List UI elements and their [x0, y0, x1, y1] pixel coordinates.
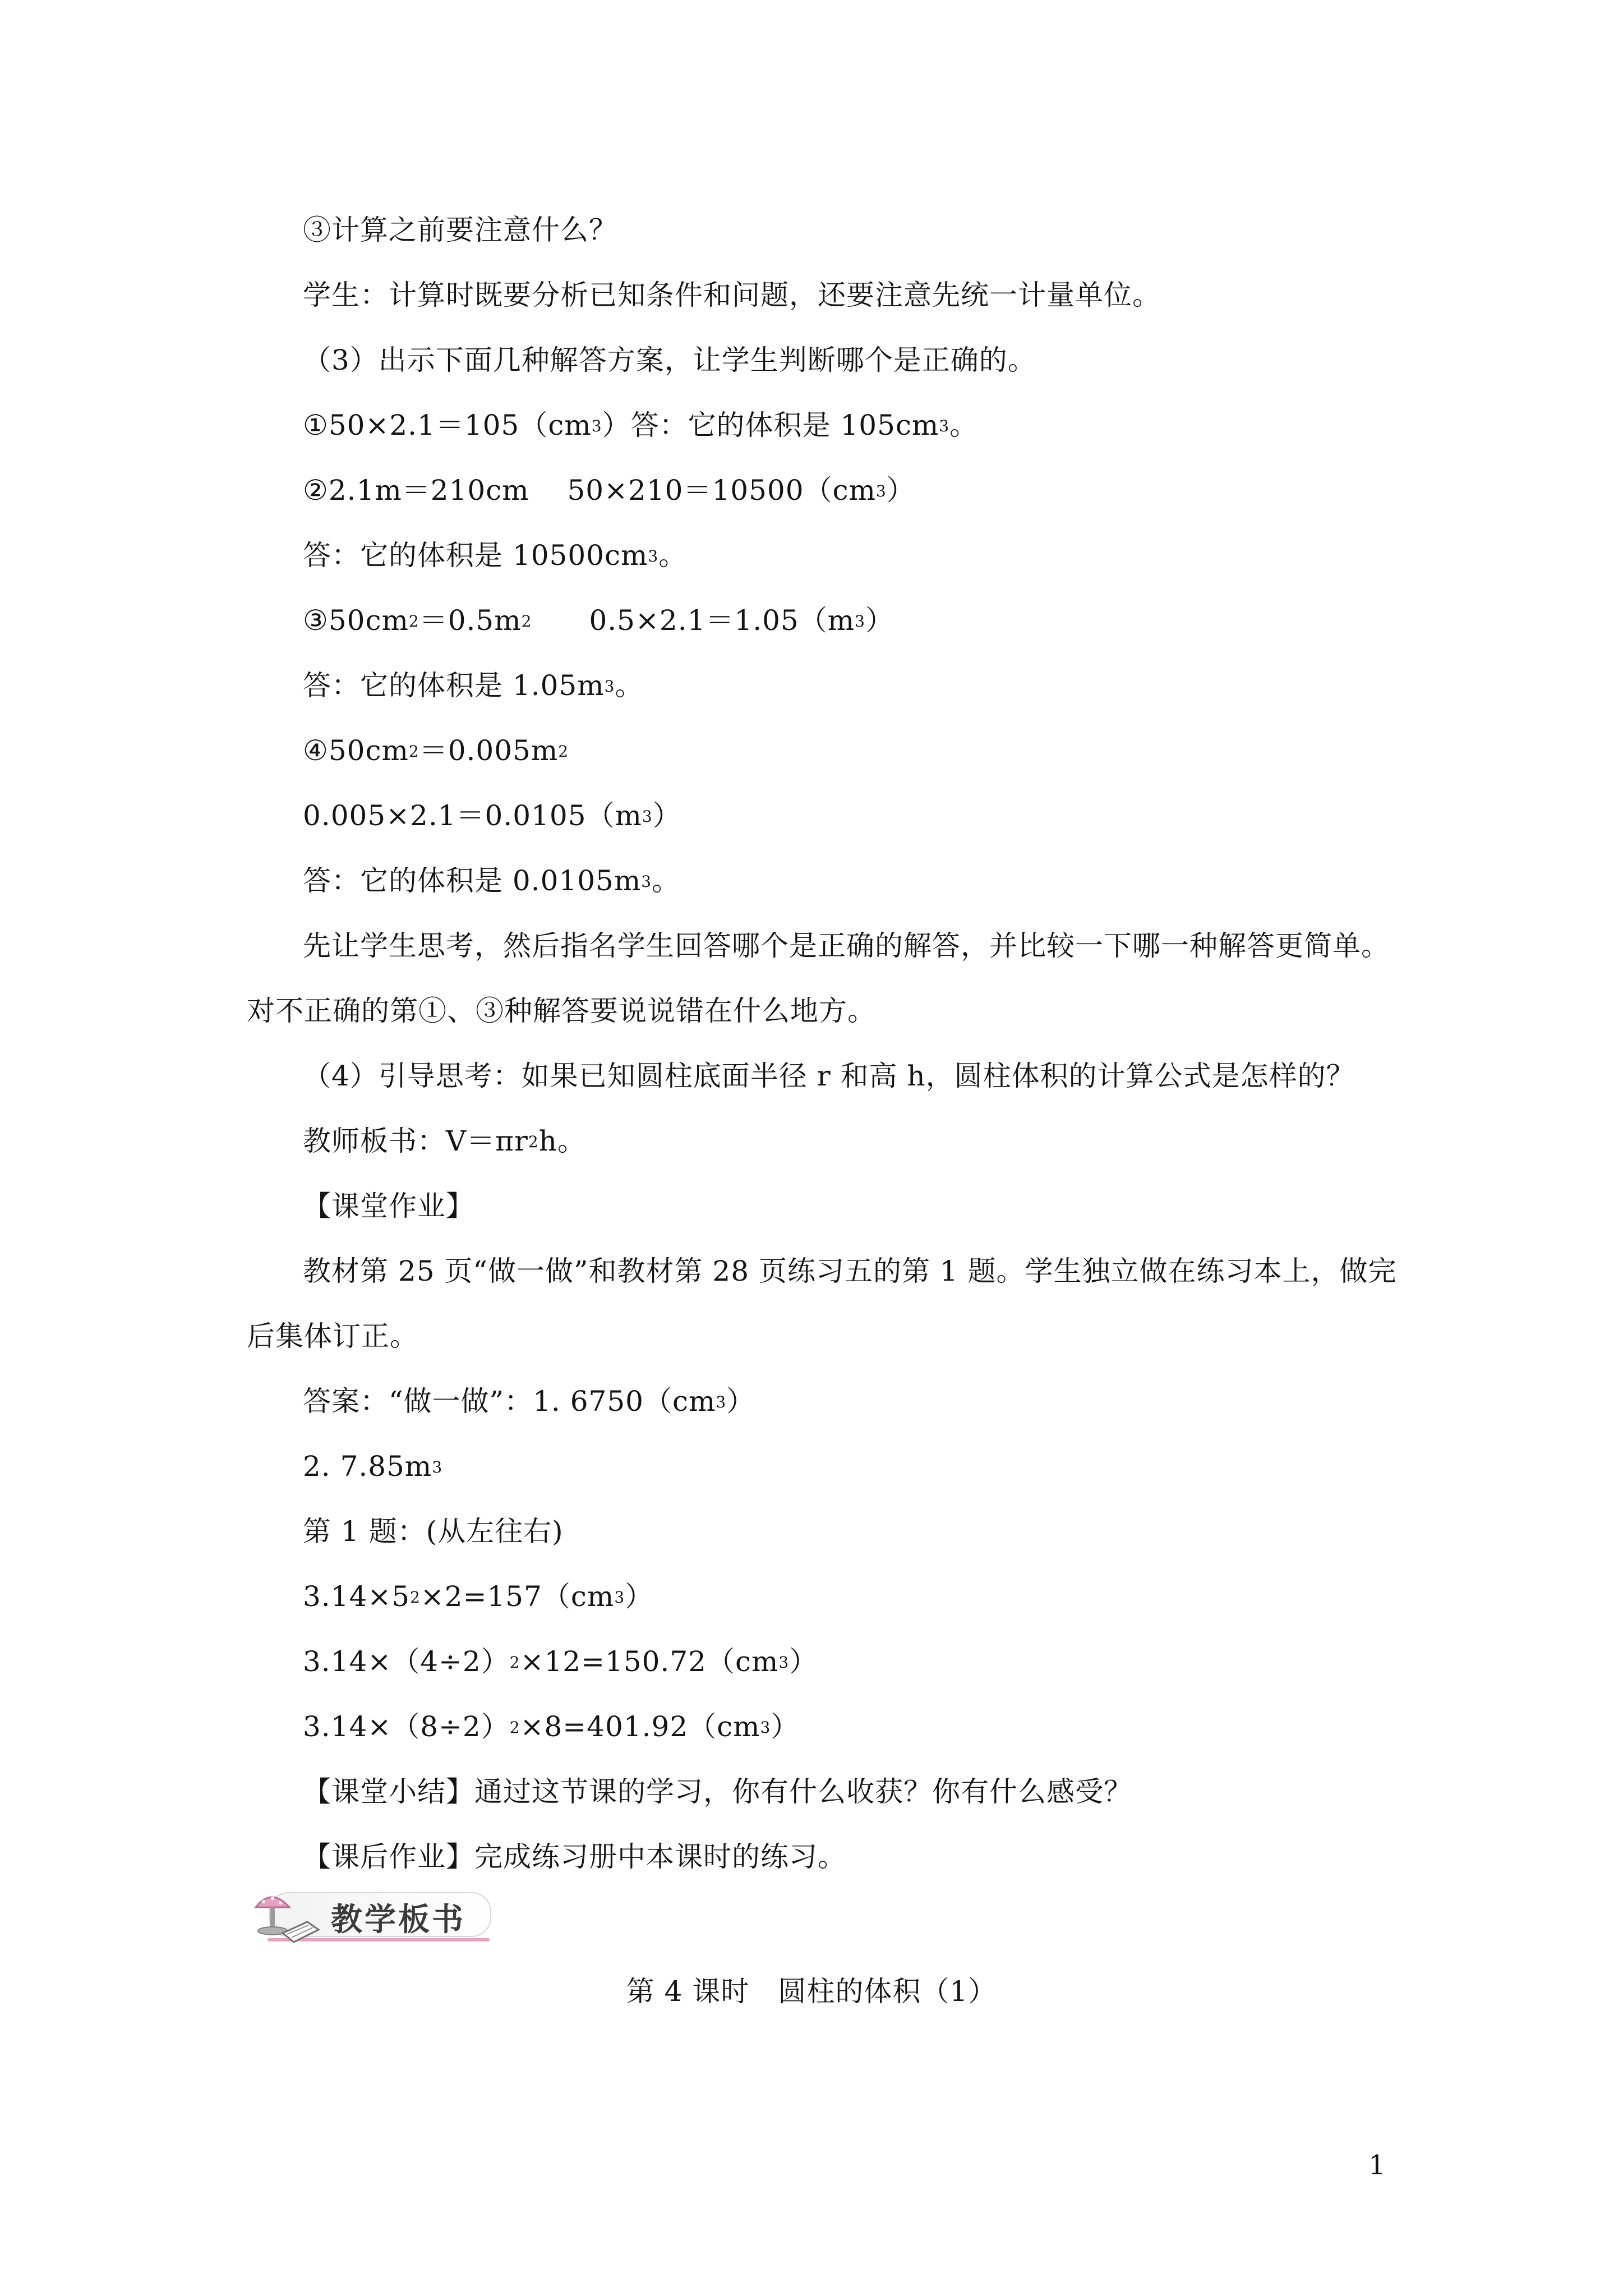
- text-line: 答：它的体积是 $1.05m^3$。: [303, 669, 644, 702]
- text-line: 教师板书：$V=\pi r^2h$。: [303, 1125, 586, 1157]
- text-line: $④50cm^2=0.005m^2$: [303, 734, 569, 767]
- text-line: 【课后作业】完成练习册中本课时的练习。: [303, 1841, 846, 1873]
- text-line: 答：它的体积是 $0.0105m^3$。: [303, 864, 681, 897]
- text-line: 先让学生思考，然后指名学生回答哪个是正确的解答，并比较一下哪一种解答更简单。: [303, 930, 1390, 962]
- text-line: 后集体订正。: [247, 1320, 418, 1352]
- text-line: 学生：计算时既要分析已知条件和问题，还要注意先统一计量单位。: [303, 279, 1161, 311]
- text-line: $3.14\times(4\div 2)^2\times 12=150.72(cm^3)$: [303, 1645, 818, 1678]
- text-line: $0.005\times 2.1=0.0105(m^3)$: [303, 799, 681, 832]
- text-line: 教材第 25 页“做一做”和教材第 28 页练习五的第 1 题。学生独立做在练习本上，做完: [303, 1255, 1397, 1287]
- text-line: ②2.1m＝210cm $50\times 210=10500(cm^3)$: [303, 474, 915, 507]
- page-number: 1: [1368, 2150, 1386, 2181]
- board-title: 第 4 课时 圆柱的体积（1）: [626, 1975, 997, 2008]
- text-line: （3）出示下面几种解答方案，让学生判断哪个是正确的。: [303, 344, 1036, 376]
- text-line: 【课堂小结】通过这节课的学习，你有什么收获？你有什么感受？: [303, 1775, 1132, 1808]
- text-line: 2. $7.85m^3$: [303, 1450, 443, 1483]
- section-badge: [247, 1885, 494, 1948]
- text-line: $3.14\times 5^2\times 2=157(cm^3)$: [303, 1580, 654, 1613]
- text-line: 第 1 题：(从左往右): [303, 1515, 564, 1548]
- text-line: $③50cm^2=0.5m^2$ $0.5\times 2.1=1.05(m^3)$: [303, 604, 894, 637]
- text-line: $3.14\times(8\div 2)^2\times 8=401.92(cm^3)$: [303, 1710, 800, 1743]
- text-line: $①50\times 2.1=105(cm^3)$答：它的体积是 $105cm^3$。: [303, 409, 979, 441]
- text-line: 对不正确的第①、③种解答要说说错在什么地方。: [247, 995, 876, 1027]
- text-line: 答案：“做一做”：1. $6750(cm^3)$: [303, 1385, 755, 1418]
- section-heading: 【课堂作业】: [303, 1190, 474, 1222]
- text-line: （4）引导思考：如果已知圆柱底面半径 r 和高 h，圆柱体积的计算公式是怎样的？: [303, 1060, 1355, 1092]
- badge-label: 教学板书: [331, 1902, 465, 1938]
- text-line: ③计算之前要注意什么？: [303, 214, 617, 246]
- text-line: 答：它的体积是 $10500cm^3$。: [303, 539, 688, 572]
